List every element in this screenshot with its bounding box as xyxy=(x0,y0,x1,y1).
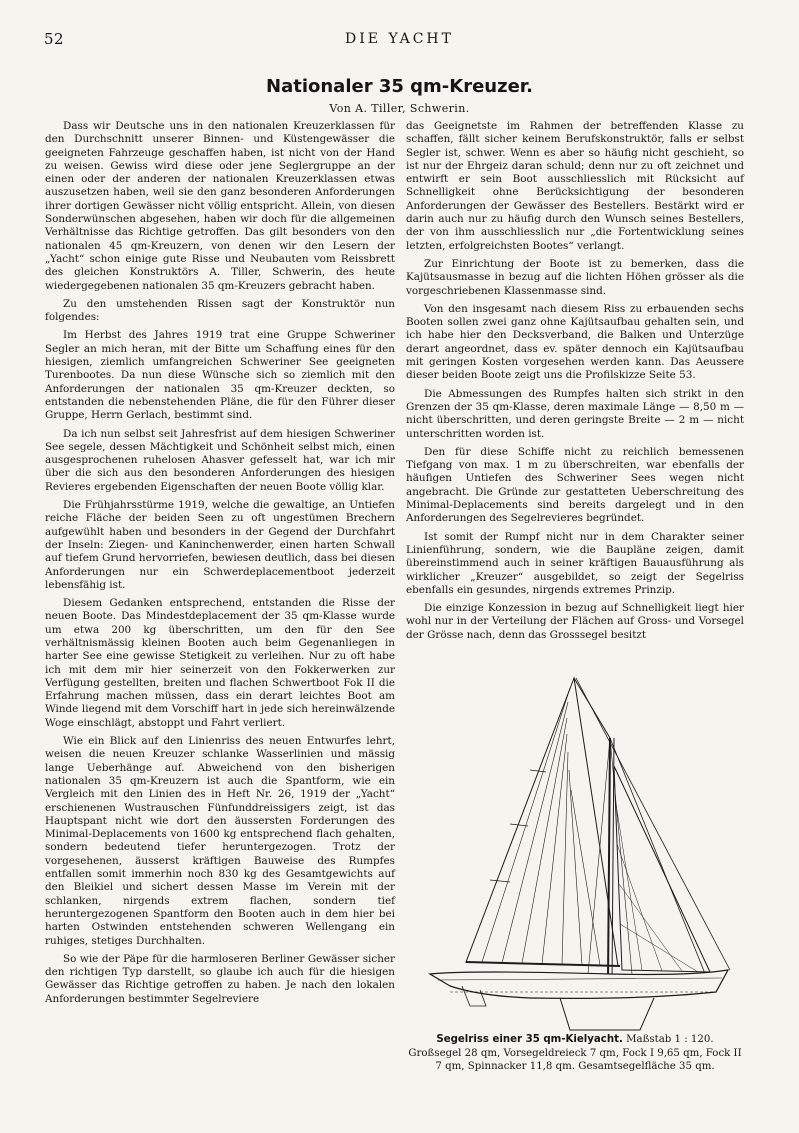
figure-caption xyxy=(400,1033,750,1074)
paragraph: Im Herbst des Jahres 1919 trat eine Gruppe Schweriner Segler an mich heran, mit der Bitte um Schaffung eines für den hiesigen, ziemlich umfangreichen Schweriner See geeigneten Turenbootes. Da nun diese Wünsche sich so ziemlich mit den Anforderungen der nationalen 35 qm-Kreuzer deckten, so entstanden die nebenstehenden Pläne, die für den Führer dieser Gruppe, Herrn Gerlach, bestimmt sind. xyxy=(45,329,395,422)
mast xyxy=(608,738,610,982)
paragraph: Diesem Gedanken entsprechend, entstanden die Risse der neuen Boote. Das Mindestdeplacement der 35 qm-Klasse wurde um etwa 200 kg überschritten, um den für den See verhältnismässig kleinen Booten auch beim Gegenanliegen in harter See eine gewisse Stetigkeit zu verleihen. Nur zu oft habe ich mit dem mir hier seinerzeit von den Fokkerwerken zur Verfügung gestellten, breiten und flachen Schwertboot Fok II die Erfahrung machen müssen, dass ein derart leichtes Boot am Winde liegend mit dem Vorschiff hart in jede sich hereinwälzende Woge einschlägt, abstoppt und Fahrt verliert. xyxy=(45,597,395,729)
paragraph-continued: das Geeignetste im Rahmen der betreffenden Klasse zu schaffen, fällt sicher keinem Berufskonstruktör, falls er selbst Segler ist, schwer. Wenn es aber so häufig nicht geschieht, so ist nur der Ehrgeiz daran schuld; denn nur zu oft zeichnet und entwirft er sein Boot ausschliesslich mit Rücksicht auf Schnelligkeit ohne Berücksichtigung der besonderen Anforderungen der Gewässer des Bestellers. Bestärkt wird er darin auch nur zu häufig durch den Wunsch seines Bestellers, der von ihm ausschliesslich nur „die Fortentwicklung seines letzten, erfolgreichsten Bootes“ verlangt. xyxy=(406,120,744,252)
article-title: Nationaler 35 qm-Kreuzer. xyxy=(266,76,533,97)
paragraph: Zu den umstehenden Rissen sagt der Konstruktör nun folgendes: xyxy=(45,297,395,324)
paragraph: Die Abmessungen des Rumpfes halten sich strikt in den Grenzen der 35 qm-Klasse, deren maximale Länge — 8,50 m — nicht überschritten, und deren geringste Breite — 2 m — nicht unterschritten worden ist. xyxy=(406,387,744,440)
paragraph: So wie der Päpe für die harmloseren Berliner Gewässer sicher den richtigen Typ darstellt, so glaube ich auch für die hiesigen Gewässer das Richtige getroffen zu haben. Je nach den lokalen Anforderungen bestimmter Segelreviere xyxy=(45,952,395,1005)
hull xyxy=(430,970,728,998)
sail-plan-drawing xyxy=(410,674,740,1034)
paragraph: Da ich nun selbst seit Jahresfrist auf dem hiesigen Schweriner See segele, dessen Mächtigkeit und Schönheit selbst mich, einen ausgesprochenen ruhelosen Ahasver gefesselt hat, war ich mir über die sich aus den besonderen Anforderungen des hiesigen Revieres ergebenden Eigenschaften der neuen Boote völlig klar. xyxy=(45,427,395,493)
paragraph: Zur Einrichtung der Boote ist zu bemerken, dass die Kajütsausmasse in bezug auf die lichten Höhen grösser als die vorgeschriebenen Klassenmasse sind. xyxy=(406,257,744,297)
mainsail xyxy=(466,678,618,966)
caption-line-2: Großsegel 28 qm, Vorsegeldreieck 7 qm, Fock I 9,65 qm, Fock II xyxy=(408,1047,742,1059)
jib-seams xyxy=(616,804,698,972)
keel xyxy=(560,998,654,1030)
paragraph: Dass wir Deutsche uns in den nationalen Kreuzerklassen für den Durchschnitt unserer Binnen- und Küstengewässer die geeigneten Fahrzeuge geschaffen haben, ist nicht von der Hand zu weisen. Gewiss wird diese oder jene Seglergruppe an der einen oder der anderen der nationalen Kreuzerklassen etwas auszusetzen haben, weil sie den ganz besonderen Anforderungen ihrer dortigen Gewässer nicht völlig entspricht. Allein, von diesen Sonderwünschen abgesehen, haben wir doch für die allgemeinen Verhältnisse das Richtige getroffen. Das gilt besonders von den nationalen 45 qm-Kreuzern, von denen wir den Lesern der „Yacht“ schon einige gute Risse und Neubauten vom Reissbrett des gleichen Konstruktörs A. Tiller, Schwerin, des heute wiedergegebenen nationalen 35 qm-Kreuzers gebracht haben. xyxy=(45,120,395,292)
paragraph: Die Frühjahrsstürme 1919, welche die gewaltige, an Untiefen reiche Fläche der beiden Seen zu oft ungestümen Brechern aufgewühlt haben und besonders in der Gegend der Durchfahrt der Inseln: Ziegen- und Kaninchenwerder, einen harten Schwall auf tiefem Grund hervorriefen, bewiesen deutlich, dass bei diesen Anforderungen nur ein Schwerdeplacementboot jederzeit lebensfähig ist. xyxy=(45,499,395,591)
paragraph: Von den insgesamt nach diesem Riss zu erbauenden sechs Booten sollen zwei ganz ohne Kajütsaufbau gehalten sein, und ich habe hier den Decksverband, die Balken und Unterzüge derart angeordnet, dass ev. später dennoch ein Kajütsaufbau mit geringen Kosten vorgesehen werden kann. Das Aeussere dieser beiden Boote zeigt uns die Profilskizze Seite 53. xyxy=(406,302,744,382)
right-column xyxy=(406,120,744,647)
forestay xyxy=(576,678,730,970)
paragraph: Die einzige Konzession in bezug auf Schnelligkeit liegt hier wohl nur in der Verteilung der Flächen auf Gross- und Vorsegel der Grösse nach, denn das Grosssegel besitzt xyxy=(406,602,744,641)
paragraph: Ist somit der Rumpf nicht nur in dem Charakter seiner Linienführung, sondern, wie die Baupläne zeigen, damit übereinstimmend auch in seiner kräftigen Bauausführung als wirklicher „Kreuzer“ ausgebildet, so zeigt der Segelriss ebenfalls ein gesundes, nirgends extremes Prinzip. xyxy=(406,530,744,596)
caption-title: Segelriss einer 35 qm-Kielyacht. xyxy=(436,1034,623,1045)
caption-scale: Maßstab 1 : 120. xyxy=(626,1034,714,1045)
page-number: 52 xyxy=(44,30,65,48)
jib xyxy=(614,766,710,972)
left-column xyxy=(45,120,395,1011)
article-byline: Von A. Tiller, Schwerin. xyxy=(329,102,470,115)
paragraph: Den für diese Schiffe nicht zu reichlich bemessenen Tiefgang von max. 1 m zu überschreiten, war ebenfalls der häufigen Untiefen des Schweriner Sees wegen nicht angebracht. Die Gründe zur gestatteten Ueberschreitung des Minimal-Deplacements sind bereits dargelegt und in den Anforderungen des Segelrevieres begründet. xyxy=(406,445,744,525)
paragraph: Wie ein Blick auf den Linienriss des neuen Entwurfes lehrt, weisen die neuen Kreuzer schlanke Wasserlinien und mässig lange Ueberhänge auf. Abweichend von den bisherigen nationalen 35 qm-Kreuzern ist auch die Spantform, wie ein Vergleich mit den Linien des in Heft Nr. 26, 1919 der „Yacht“ erschienenen Wustrauschen Fünfunddreissigers zeigt, ist das Hauptspant nicht wie dort den äussersten Forderungen des Minimal-Deplacements von 1600 kg entsprechend flach gehalten, sondern bedeutend tiefer heruntergezogen. Trotz der vorgesehenen, äusserst kräftigen Bauweise des Rumpfes entfallen somit immerhin noch 830 kg des Gesamtgewichts auf den Bleikiel und sichert dessen Masse im Verein mit der schlanken, nirgends extrem flachen, sondern tief heruntergezogenen Spantform den Booten auch in dem hier bei harten Ostwinden entstehenden schweren Wellengang ein ruhiges, stetiges Durchhalten. xyxy=(45,735,395,947)
sail-plan-svg xyxy=(410,674,740,1034)
boom xyxy=(466,962,620,966)
caption-line-3: 7 qm, Spinnacker 11,8 qm. Gesamtsegelfläche 35 qm. xyxy=(435,1061,715,1072)
running-head: DIE YACHT xyxy=(345,31,454,47)
caption-line-1 xyxy=(400,1033,750,1047)
